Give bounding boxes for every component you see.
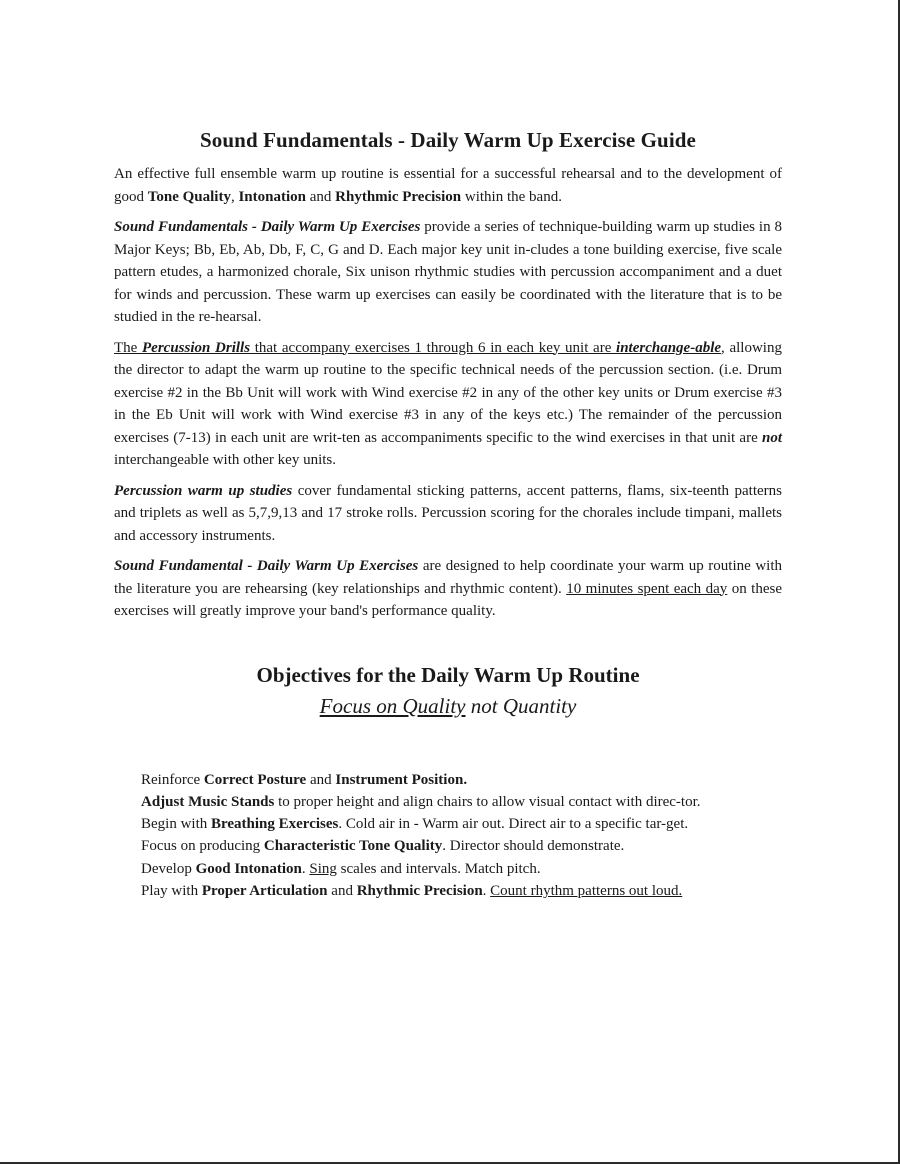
exercises-paragraph: Sound Fundamentals - Daily Warm Up Exercises provide a series of technique-building warm up studies in 8 Major Keys; Bb, Eb, Ab, Db, F, C, G and D. Each major key unit in-cludes a tone building exercise, five scale pattern etudes, a harmonized chorale, Six unison rhythmic studies with percussion accompaniment and a duet for winds and percussion. These warm up exercises can easily be coordinated with the literature that is to be studied in the re-hearsal. [114,219,782,325]
closing-paragraph: Sound Fundamental - Daily Warm Up Exercises are designed to help coordinate your warm up routine with the literature you are rehearsing (key relationships and rhythmic content). 10 minutes spent each day on these exercises will greatly improve your band's performance quality. [114,558,782,619]
objectives-subtitle: Focus on Quality not Quantity [319,693,577,718]
objective-item: Reinforce Correct Posture and Instrument Position. [141,771,468,788]
objective-item: Develop Good Intonation. Sing scales and intervals. Match pitch. [141,860,541,877]
objective-item: Begin with Breathing Exercises. Cold air in - Warm air out. Direct air to a specific tar-get. [141,816,689,833]
document-body [114,128,782,902]
objectives-title: Objectives for the Daily Warm Up Routine [256,662,640,687]
percussion-drills-paragraph: The Percussion Drills that accompany exercises 1 through 6 in each key unit are interchange-able, allowing the director to adapt the warm up routine to the specific technical needs of the percussion section. (i.e. Drum exercise #2 in the Bb Unit will work with Wind exercise #2 in any of the other key units or Drum exercise #3 in the Eb Unit will work with Wind exercise #3 in any of the keys etc.) The remainder of the percussion exercises (7-13) in each unit are writ-ten as accompaniments specific to the wind exercises in that unit are not interchangeable with other key units. [114,339,782,468]
objective-item: Play with Proper Articulation and Rhythmic Precision. Count rhythm patterns out loud. [141,882,683,899]
page-title: Sound Fundamentals - Daily Warm Up Exercise Guide [200,128,696,152]
objective-item: Focus on producing Characteristic Tone Quality. Director should demonstrate. [141,838,625,855]
percussion-studies-paragraph: Percussion warm up studies cover fundamental sticking patterns, accent patterns, flams, six-teenth patterns and triplets as well as 5,7,9,13 and 17 stroke rolls. Percussion scoring for the chorales include timpani, mallets and accessory instruments. [114,482,782,544]
intro-paragraph: An effective full ensemble warm up routine is essential for a successful rehearsal and to the development of good Tone Quality, Intonation and Rhythmic Precision within the band. [114,166,782,205]
objective-item: Adjust Music Stands to proper height and align chairs to allow visual contact with direc-tor. [141,793,701,810]
objectives-list [141,769,781,903]
